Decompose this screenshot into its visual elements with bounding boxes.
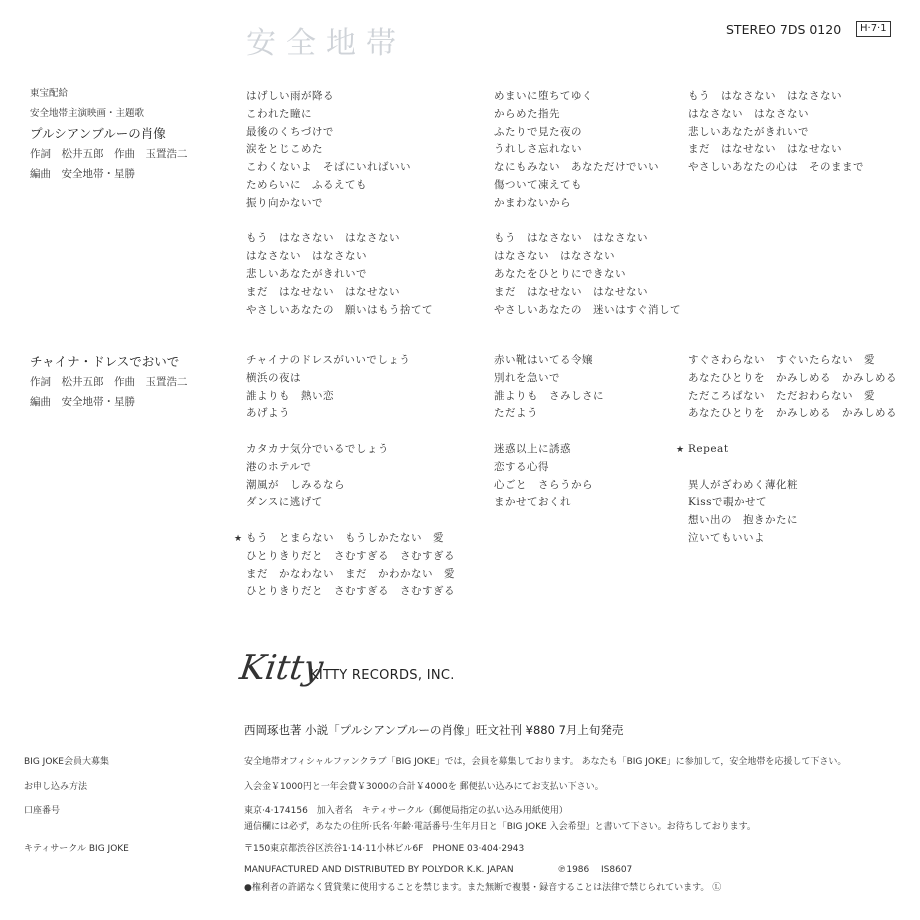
lyric-gap bbox=[688, 423, 897, 441]
lyric-line: こわくないよ そばにいればいい bbox=[246, 161, 411, 174]
band-title: 安全地帯 bbox=[246, 26, 406, 61]
lyric-line: まだ はなせない はなせない bbox=[246, 285, 400, 298]
song1-lyrics-credit: 作詞 松井五郎 作曲 玉置浩二 bbox=[30, 148, 188, 160]
song2-arrange-credit: 編曲 安全地帯・星勝 bbox=[30, 396, 135, 408]
lyric-line: はげしい雨が降る bbox=[246, 90, 334, 102]
song2-lyrics-col3 bbox=[676, 352, 897, 548]
song2-lyrics-col1 bbox=[234, 352, 455, 601]
lyric-line: 誰よりも さみしさに bbox=[494, 389, 604, 402]
lyric-line: 別れを急いで bbox=[494, 371, 560, 384]
distributor: 東宝配給 bbox=[30, 88, 69, 99]
lyric-gap bbox=[494, 213, 681, 231]
lyric-line: なにもみない あなただけでいい bbox=[494, 161, 659, 174]
lyric-line: ふたりで見た夜の bbox=[494, 125, 582, 138]
fanclub-name: キティサークル BIG JOKE bbox=[24, 844, 129, 854]
lyric-line: カタカナ気分でいるでしょう bbox=[246, 442, 389, 455]
fanclub-fee: 入会金￥1000円と一年会費￥3000の合計￥4000を 郵便払い込みにてお支払い下さい。 bbox=[244, 782, 604, 792]
lyric-line: 心ごと さらうから bbox=[494, 478, 593, 491]
price-code: H·7·1 bbox=[856, 21, 891, 37]
lyric-line: 横浜の夜は bbox=[246, 371, 301, 384]
kitty-logo: Kitty bbox=[237, 648, 326, 688]
tieup: 安全地帯主演映画・主題歌 bbox=[30, 108, 145, 119]
lyric-line: あげよう bbox=[246, 407, 290, 420]
copyright-warning: ●権利者の許諾なく賃貸業に使用することを禁じます。また無断で複製・録音することは法律で禁じられています。 bbox=[244, 883, 710, 893]
lyric-line: 赤い靴はいてる令嬢 bbox=[494, 354, 593, 366]
product-code: IS8607 bbox=[601, 865, 633, 875]
fanclub-heading: BIG JOKE会員大募集 bbox=[24, 757, 109, 767]
lyric-line: 泣いてもいいよ bbox=[688, 531, 765, 544]
lyric-line: こわれた瞳に bbox=[246, 107, 312, 120]
fanclub-account: 東京·4·174156 加入者名 キティサークル（郵便局指定の払い込み用紙使用） bbox=[244, 806, 568, 816]
lyric-line: チャイナのドレスがいいでしょう bbox=[246, 354, 411, 366]
song2-lyrics-col2 bbox=[494, 352, 604, 512]
lyric-line: うれしさ忘れない bbox=[494, 143, 582, 156]
lyric-line: あなたひとりを かみしめる かみしめる bbox=[688, 407, 897, 420]
lyric-line: もう はなさない はなさない bbox=[246, 232, 400, 245]
song1-credits bbox=[30, 84, 188, 184]
song2-credits bbox=[30, 352, 188, 412]
fanclub-account-label: 口座番号 bbox=[24, 806, 61, 816]
lyric-line: 傷ついて凍えても bbox=[494, 178, 582, 191]
repeat-marker bbox=[676, 441, 897, 459]
lyric-line: まだ はなせない はなせない bbox=[494, 285, 648, 298]
lyric-line: 潮風が しみるなら bbox=[246, 478, 345, 491]
phonogram-year: ℗1986 bbox=[557, 865, 590, 875]
lyric-line: もう はなさない はなさない bbox=[494, 232, 648, 245]
manufactured-text: MANUFACTURED AND DISTRIBUTED BY POLYDOR K.K. JAPAN bbox=[244, 865, 514, 875]
lyric-line: はなさない はなさない bbox=[494, 250, 615, 263]
rental-mark-icon: Ⓛ bbox=[712, 883, 722, 893]
lyric-line: 悲しいあなたがきれいで bbox=[688, 125, 809, 138]
lyric-text: もう とまらない もうしかたない 愛 bbox=[246, 531, 444, 544]
lyric-line: 最後のくちづけで bbox=[246, 125, 334, 138]
star-icon: ★ bbox=[676, 444, 685, 455]
lyric-line: ただよう bbox=[494, 407, 538, 420]
lyric-line: まだ かなわない まだ かわかない 愛 bbox=[246, 567, 455, 580]
lyric-line: やさしいあなたの 迷いはすぐ消して bbox=[494, 303, 681, 316]
repeat-label: Repeat bbox=[688, 442, 729, 455]
copyright-warning-line bbox=[244, 880, 721, 893]
lyric-line: あなたひとりを かみしめる かみしめる bbox=[688, 371, 897, 384]
fanclub-address: 〒150東京都渋谷区渋谷1·14·11小林ビル6F PHONE 03·404·2943 bbox=[244, 844, 525, 854]
lyric-line: ただころばない ただおわらない 愛 bbox=[688, 389, 875, 402]
lyric-line: まかせておくれ bbox=[494, 496, 571, 509]
song2-title: チャイナ・ドレスでおいで bbox=[30, 354, 180, 369]
lyric-line: 想い出の 抱きかたに bbox=[688, 514, 798, 527]
fanclub-recruit: 安全地帯オフィシャルファンクラブ「BIG JOKE」では，会員を募集しております。 あなたも「BIG JOKE」に参加して，安全地帯を応援して下さい。 bbox=[244, 757, 847, 767]
lyric-line: 振り向かないで bbox=[246, 196, 323, 209]
lyric-line: 異人がざわめく薄化粧 bbox=[688, 478, 798, 491]
lyric-line: はなさない はなさない bbox=[246, 250, 367, 263]
lyric-line: もう はなさない はなさない bbox=[688, 90, 842, 102]
lyric-line: 迷惑以上に誘惑 bbox=[494, 442, 571, 455]
song1-arrange-credit: 編曲 安全地帯・星勝 bbox=[30, 168, 135, 180]
lyric-line: まだ はなせない はなせない bbox=[688, 143, 842, 156]
lyric-line: ダンスに逃げて bbox=[246, 496, 323, 509]
manufacturer-line bbox=[244, 865, 632, 875]
song2-lyrics-credit: 作詞 松井五郎 作曲 玉置浩二 bbox=[30, 376, 188, 388]
lyric-line: 恋する心得 bbox=[494, 460, 549, 473]
song1-lyrics-col3 bbox=[688, 88, 864, 177]
lyric-line: ひとりきりだと さむすぎる さむすぎる bbox=[246, 585, 455, 598]
lyric-gap bbox=[246, 213, 433, 231]
lyric-line: 港のホテルで bbox=[246, 460, 312, 473]
lyric-gap bbox=[246, 512, 455, 530]
lyric-line: 誰よりも 熱い恋 bbox=[246, 389, 334, 402]
lyric-line: すぐさわらない すぐいたらない 愛 bbox=[688, 354, 875, 366]
lyric-gap bbox=[246, 423, 455, 441]
lyric-line: 涙をとじこめた bbox=[246, 143, 323, 156]
lyric-gap bbox=[688, 459, 897, 477]
catalog-number: STEREO 7DS 0120 bbox=[726, 22, 842, 37]
lyric-gap bbox=[494, 423, 604, 441]
fanclub-apply-label: お申し込み方法 bbox=[24, 782, 88, 792]
song1-lyrics-col2 bbox=[494, 88, 681, 319]
lyric-line: ためらいに ふるえても bbox=[246, 178, 367, 191]
lyric-line: やさしいあなたの心は そのままで bbox=[688, 161, 864, 174]
fanclub-instructions: 通信欄には必ず，あなたの住所·氏名·年齢·電話番号·生年月日と「BIG JOKE 入会希望」と書いて下さい。お待ちしております。 bbox=[244, 822, 756, 832]
lyric-line: あなたをひとりにできない bbox=[494, 267, 626, 280]
label-name: KITTY RECORDS, INC. bbox=[310, 668, 455, 683]
lyric-line: 悲しいあなたがきれいで bbox=[246, 267, 367, 280]
song1-title: プルシアンブルーの肖像 bbox=[30, 126, 166, 141]
lyric-line: ひとりきりだと さむすぎる さむすぎる bbox=[246, 549, 455, 562]
lyric-line: かまわないから bbox=[494, 196, 571, 209]
star-icon: ★ bbox=[234, 533, 243, 544]
lyric-line: めまいに堕ちてゆく bbox=[494, 90, 593, 102]
song1-lyrics-col1 bbox=[246, 88, 433, 319]
lyric-line: Kissで覗かせて bbox=[688, 496, 767, 509]
novel-notice: 西岡琢也著 小説「プルシアンブルーの肖像」旺文社刊 ¥880 7月上旬発売 bbox=[244, 723, 624, 737]
lyric-line: はなさない はなさない bbox=[688, 107, 809, 120]
lyric-line: からめた指先 bbox=[494, 107, 560, 120]
lyric-line: やさしいあなたの 願いはもう捨てて bbox=[246, 303, 433, 316]
lyric-line-starred bbox=[234, 530, 455, 548]
